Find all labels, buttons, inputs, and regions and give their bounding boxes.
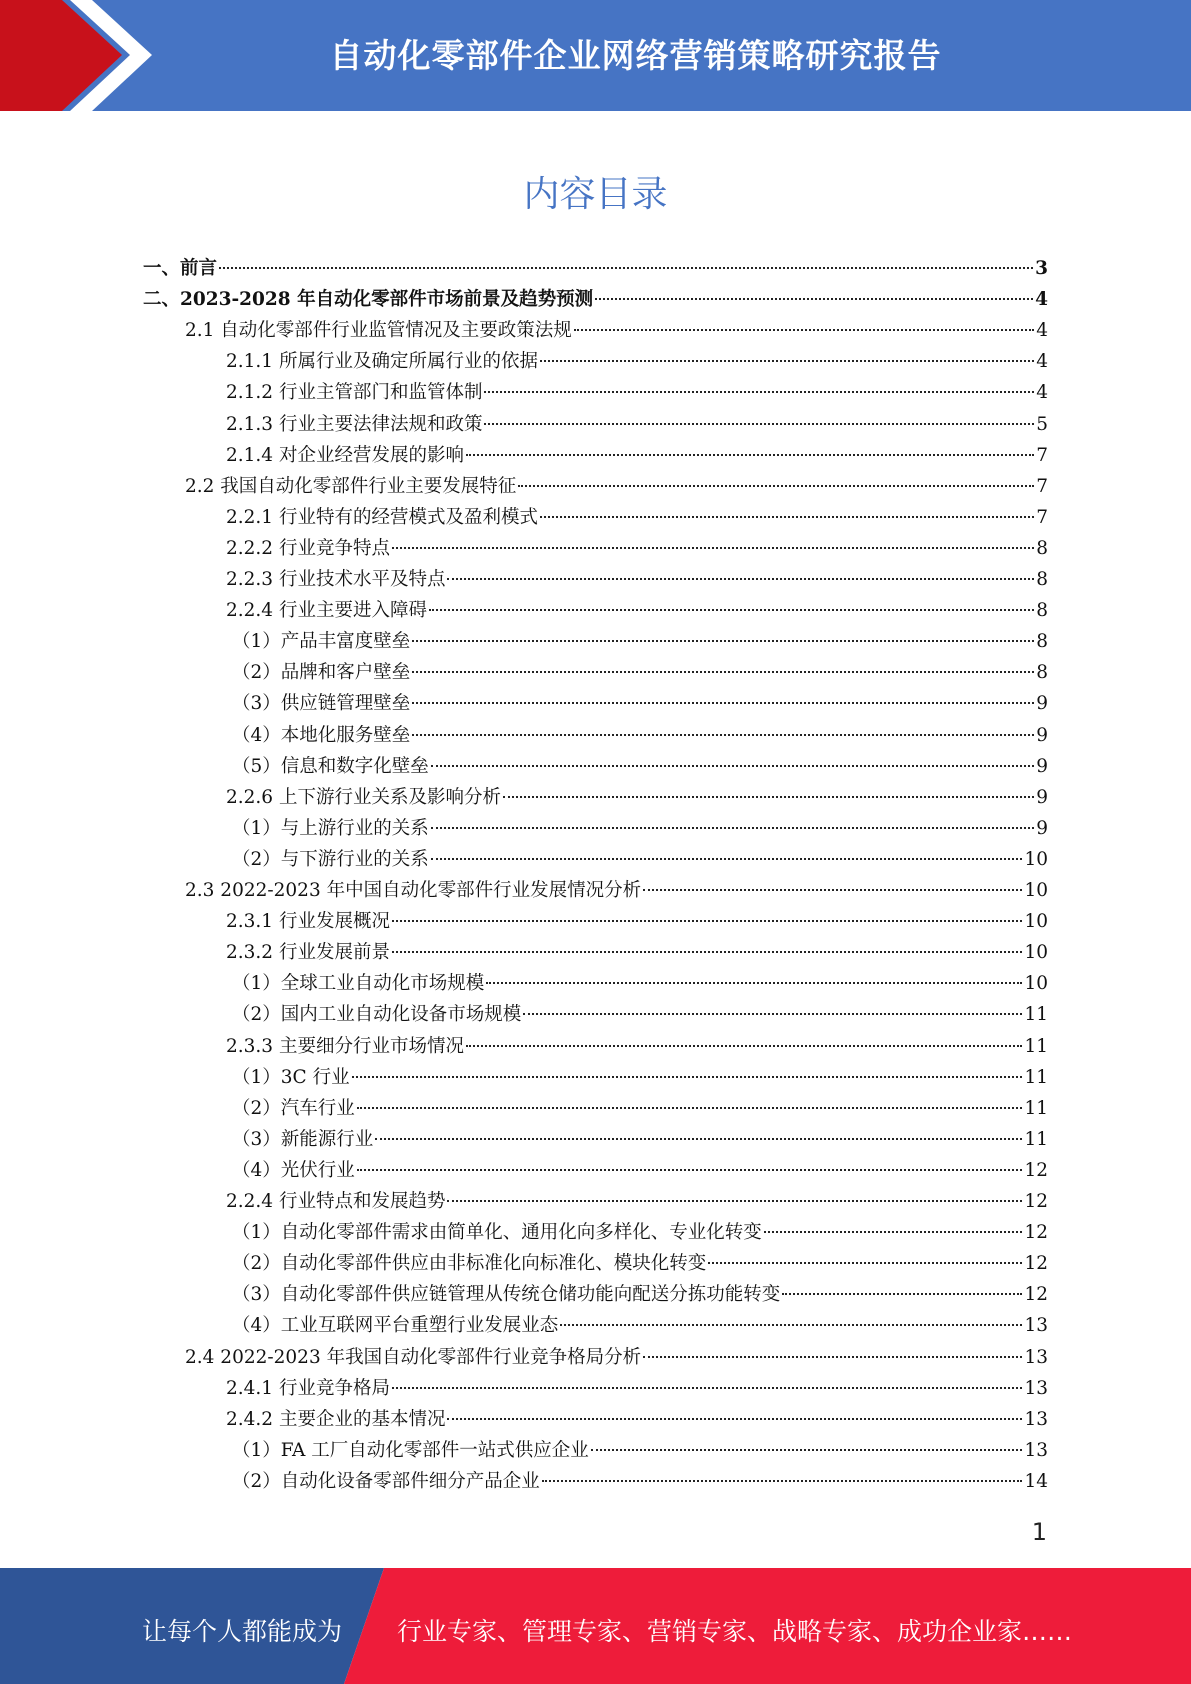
toc-entry[interactable] bbox=[226, 1031, 1048, 1062]
toc-entry[interactable] bbox=[232, 1435, 1048, 1466]
toc-entry-page: 8 bbox=[1036, 662, 1048, 683]
toc-entry-label: 2.2.6 上下游行业关系及影响分析 bbox=[226, 787, 501, 808]
toc-entry-page: 8 bbox=[1036, 569, 1048, 590]
toc-entry-label: 2.1.3 行业主要法律法规和政策 bbox=[226, 414, 483, 435]
toc-entry[interactable] bbox=[226, 1186, 1048, 1217]
toc-entry-label: 2.1 自动化零部件行业监管情况及主要政策法规 bbox=[185, 320, 572, 341]
toc-entry-page: 13 bbox=[1024, 1315, 1048, 1336]
toc-entry-label: （2）与下游行业的关系 bbox=[232, 849, 429, 870]
toc-entry[interactable] bbox=[232, 844, 1048, 875]
toc-entry[interactable] bbox=[232, 720, 1048, 751]
toc-entry[interactable] bbox=[226, 906, 1048, 937]
page-number: 1 bbox=[1031, 1518, 1047, 1546]
toc-entry[interactable] bbox=[232, 1279, 1048, 1310]
toc-entry[interactable] bbox=[143, 253, 1048, 284]
toc-entry[interactable] bbox=[232, 1466, 1048, 1497]
toc-leader-dots bbox=[357, 1169, 1023, 1171]
toc-entry[interactable] bbox=[232, 1310, 1048, 1341]
toc-entry[interactable] bbox=[226, 937, 1048, 968]
toc-entry[interactable] bbox=[232, 626, 1048, 657]
toc-entry-page: 7 bbox=[1036, 507, 1048, 528]
toc-entry-label: 2.1.4 对企业经营发展的影响 bbox=[226, 445, 464, 466]
toc-leader-dots bbox=[484, 391, 1034, 393]
toc-leader-dots bbox=[431, 765, 1034, 767]
toc-entry-page: 9 bbox=[1036, 725, 1048, 746]
toc-entry-label: 2.3 2022-2023 年中国自动化零部件行业发展情况分析 bbox=[185, 880, 642, 901]
toc-leader-dots bbox=[447, 578, 1034, 580]
toc-entry-label: （1）产品丰富度壁垒 bbox=[232, 631, 411, 652]
toc-entry-page: 13 bbox=[1024, 1440, 1048, 1461]
toc-leader-dots bbox=[523, 1013, 1022, 1015]
header-banner bbox=[0, 0, 1191, 111]
toc-entry-page: 10 bbox=[1024, 911, 1048, 932]
toc-leader-dots bbox=[375, 1138, 1022, 1140]
toc-entry-page: 10 bbox=[1024, 880, 1048, 901]
toc-leader-dots bbox=[782, 1293, 1022, 1295]
toc-entry-page: 9 bbox=[1036, 818, 1048, 839]
toc-entry[interactable] bbox=[226, 1373, 1048, 1404]
toc-entry[interactable] bbox=[232, 1093, 1048, 1124]
toc-entry-page: 4 bbox=[1036, 320, 1048, 341]
toc-leader-dots bbox=[429, 609, 1034, 611]
report-title: 自动化零部件企业网络营销策略研究报告 bbox=[329, 36, 942, 75]
toc-entry[interactable] bbox=[143, 284, 1048, 315]
toc-entry[interactable] bbox=[232, 1155, 1048, 1186]
toc-entry-label: 2.4 2022-2023 年我国自动化零部件行业竞争格局分析 bbox=[185, 1347, 642, 1368]
toc-entry-label: 2.2 我国自动化零部件行业主要发展特征 bbox=[185, 476, 517, 497]
toc-entry-label: （1）3C 行业 bbox=[232, 1067, 350, 1088]
toc-leader-dots bbox=[447, 1418, 1022, 1420]
toc-entry-label: （3）自动化零部件供应链管理从传统仓储功能向配送分拣功能转变 bbox=[232, 1284, 781, 1305]
toc-leader-dots bbox=[484, 423, 1034, 425]
toc-entry-label: 2.2.4 行业特点和发展趋势 bbox=[226, 1191, 446, 1212]
toc-entry-page: 11 bbox=[1024, 1004, 1048, 1025]
toc-entry[interactable] bbox=[226, 533, 1048, 564]
toc-entry-page: 7 bbox=[1036, 445, 1048, 466]
toc-entry-label: （2）品牌和客户壁垒 bbox=[232, 662, 411, 683]
toc-entry-page: 4 bbox=[1036, 351, 1048, 372]
toc-leader-dots bbox=[503, 796, 1034, 798]
toc-leader-dots bbox=[540, 516, 1034, 518]
toc-entry-label: 2.3.3 主要细分行业市场情况 bbox=[226, 1036, 464, 1057]
toc-entry-label: （3）供应链管理壁垒 bbox=[232, 693, 411, 714]
toc-entry-label: （2）自动化设备零部件细分产品企业 bbox=[232, 1471, 540, 1492]
toc-entry-label: 二、2023-2028 年自动化零部件市场前景及趋势预测 bbox=[143, 289, 594, 310]
toc-entry[interactable] bbox=[232, 999, 1048, 1030]
toc-entry-page: 12 bbox=[1024, 1253, 1048, 1274]
toc-leader-dots bbox=[357, 1107, 1023, 1109]
footer-slogan-left: 让每个人都能成为 bbox=[142, 1617, 343, 1646]
toc-entry-page: 11 bbox=[1024, 1098, 1048, 1119]
toc-entry[interactable] bbox=[185, 1342, 1048, 1373]
toc-leader-dots bbox=[542, 1480, 1023, 1482]
toc-entry[interactable] bbox=[232, 968, 1048, 999]
toc-leader-dots bbox=[643, 1356, 1022, 1358]
toc-entry[interactable] bbox=[232, 1217, 1048, 1248]
toc-leader-dots bbox=[392, 1387, 1022, 1389]
toc-leader-dots bbox=[518, 485, 1034, 487]
toc-entry-page: 13 bbox=[1024, 1378, 1048, 1399]
toc-leader-dots bbox=[591, 1449, 1023, 1451]
toc-entry-label: 2.1.2 行业主管部门和监管体制 bbox=[226, 382, 483, 403]
toc-entry-page: 14 bbox=[1024, 1471, 1048, 1492]
toc-entry[interactable] bbox=[232, 657, 1048, 688]
toc-leader-dots bbox=[392, 951, 1022, 953]
toc-leader-dots bbox=[595, 298, 1033, 300]
toc-entry[interactable] bbox=[226, 1404, 1048, 1435]
toc-entry[interactable] bbox=[232, 688, 1048, 719]
toc-entry-page: 8 bbox=[1036, 600, 1048, 621]
toc-leader-dots bbox=[412, 702, 1034, 704]
toc-leader-dots bbox=[486, 982, 1022, 984]
toc-entry-label: （1）全球工业自动化市场规模 bbox=[232, 973, 485, 994]
toc-entry[interactable] bbox=[226, 409, 1048, 440]
toc-entry-page: 11 bbox=[1024, 1036, 1048, 1057]
toc-leader-dots bbox=[412, 734, 1034, 736]
toc-entry-label: （2）汽车行业 bbox=[232, 1098, 355, 1119]
toc-entry-page: 12 bbox=[1024, 1284, 1048, 1305]
toc-entry-label: （4）工业互联网平台重塑行业发展业态 bbox=[232, 1315, 559, 1336]
toc-entry-label: （1）FA 工厂自动化零部件一站式供应企业 bbox=[232, 1440, 589, 1461]
toc-entry-label: 2.2.3 行业技术水平及特点 bbox=[226, 569, 446, 590]
toc-entry-page: 5 bbox=[1036, 414, 1048, 435]
toc-entry-page: 13 bbox=[1024, 1409, 1048, 1430]
toc-entry-label: 一、前言 bbox=[143, 258, 218, 279]
toc-entry[interactable] bbox=[226, 782, 1048, 813]
toc-entry-page: 10 bbox=[1024, 973, 1048, 994]
toc-entry-label: （4）本地化服务壁垒 bbox=[232, 725, 411, 746]
toc-entry-page: 8 bbox=[1036, 538, 1048, 559]
toc-entry-label: （1）与上游行业的关系 bbox=[232, 818, 429, 839]
footer-banner bbox=[0, 1568, 1191, 1684]
toc-entry-page: 13 bbox=[1024, 1347, 1048, 1368]
toc-leader-dots bbox=[466, 1045, 1022, 1047]
toc-leader-dots bbox=[392, 920, 1022, 922]
toc-leader-dots bbox=[412, 671, 1034, 673]
toc-entry[interactable] bbox=[232, 1062, 1048, 1093]
toc-leader-dots bbox=[560, 1324, 1022, 1326]
toc-entry[interactable] bbox=[232, 1248, 1048, 1279]
toc-entry-label: 2.1.1 所属行业及确定所属行业的依据 bbox=[226, 351, 538, 372]
toc-entry-label: 2.4.2 主要企业的基本情况 bbox=[226, 1409, 446, 1430]
toc-leader-dots bbox=[447, 1200, 1022, 1202]
toc-entry-page: 11 bbox=[1024, 1129, 1048, 1150]
toc-leader-dots bbox=[466, 454, 1034, 456]
toc-entry[interactable] bbox=[226, 377, 1048, 408]
toc-entry[interactable] bbox=[226, 346, 1048, 377]
toc-entry[interactable] bbox=[232, 1124, 1048, 1155]
toc-entry-label: （3）新能源行业 bbox=[232, 1129, 374, 1150]
toc-entry-page: 12 bbox=[1024, 1191, 1048, 1212]
toc-entry-label: 2.2.1 行业特有的经营模式及盈利模式 bbox=[226, 507, 538, 528]
toc-entry-page: 12 bbox=[1024, 1160, 1048, 1181]
toc-entry-label: （5）信息和数字化壁垒 bbox=[232, 756, 429, 777]
toc-entry[interactable] bbox=[226, 595, 1048, 626]
toc-entry[interactable] bbox=[232, 751, 1048, 782]
toc-leader-dots bbox=[764, 1231, 1023, 1233]
toc-entry[interactable] bbox=[185, 315, 1048, 346]
toc-entry-page: 4 bbox=[1036, 382, 1048, 403]
toc-entry-label: （4）光伏行业 bbox=[232, 1160, 355, 1181]
toc-entry-label: 2.4.1 行业竞争格局 bbox=[226, 1378, 390, 1399]
toc-entry-page: 12 bbox=[1024, 1222, 1048, 1243]
toc-entry-label: 2.2.2 行业竞争特点 bbox=[226, 538, 390, 559]
toc-entry-label: 2.2.4 行业主要进入障碍 bbox=[226, 600, 427, 621]
toc-entry-label: （2）国内工业自动化设备市场规模 bbox=[232, 1004, 522, 1025]
toc-entry[interactable] bbox=[226, 502, 1048, 533]
toc-entry-label: （1）自动化零部件需求由简单化、通用化向多样化、专业化转变 bbox=[232, 1222, 762, 1243]
toc-entry-page: 8 bbox=[1036, 631, 1048, 652]
toc-leader-dots bbox=[643, 889, 1022, 891]
toc-entry-page: 7 bbox=[1036, 476, 1048, 497]
toc-entry-label: （2）自动化零部件供应由非标准化向标准化、模块化转变 bbox=[232, 1253, 707, 1274]
toc-entry-label: 2.3.2 行业发展前景 bbox=[226, 942, 390, 963]
toc-leader-dots bbox=[431, 858, 1023, 860]
toc-entry[interactable] bbox=[185, 471, 1048, 502]
toc-entry-page: 9 bbox=[1036, 693, 1048, 714]
toc-leader-dots bbox=[431, 827, 1034, 829]
toc-entry[interactable] bbox=[232, 813, 1048, 844]
toc-leader-dots bbox=[392, 547, 1034, 549]
toc-leader-dots bbox=[219, 267, 1033, 269]
toc-entry[interactable] bbox=[226, 440, 1048, 471]
toc-entry-label: 2.3.1 行业发展概况 bbox=[226, 911, 390, 932]
footer-slogan-right: 行业专家、管理专家、营销专家、战略专家、成功企业家…… bbox=[397, 1617, 1073, 1646]
toc-entry-page: 11 bbox=[1024, 1067, 1048, 1088]
toc-leader-dots bbox=[412, 640, 1034, 642]
toc-leader-dots bbox=[540, 360, 1034, 362]
toc-entry[interactable] bbox=[185, 875, 1048, 906]
toc-entry-page: 9 bbox=[1036, 756, 1048, 777]
toc-entry-page: 4 bbox=[1035, 289, 1048, 310]
toc-leader-dots bbox=[708, 1262, 1022, 1264]
toc-entry-page: 10 bbox=[1024, 849, 1048, 870]
chevron-arrow-icon bbox=[0, 0, 160, 111]
toc-title: 内容目录 bbox=[523, 174, 668, 215]
toc-entry-page: 3 bbox=[1035, 258, 1048, 279]
toc-entry-page: 9 bbox=[1036, 787, 1048, 808]
toc-leader-dots bbox=[352, 1076, 1023, 1078]
toc-leader-dots bbox=[574, 329, 1034, 331]
toc-entry[interactable] bbox=[226, 564, 1048, 595]
toc-entry-page: 10 bbox=[1024, 942, 1048, 963]
